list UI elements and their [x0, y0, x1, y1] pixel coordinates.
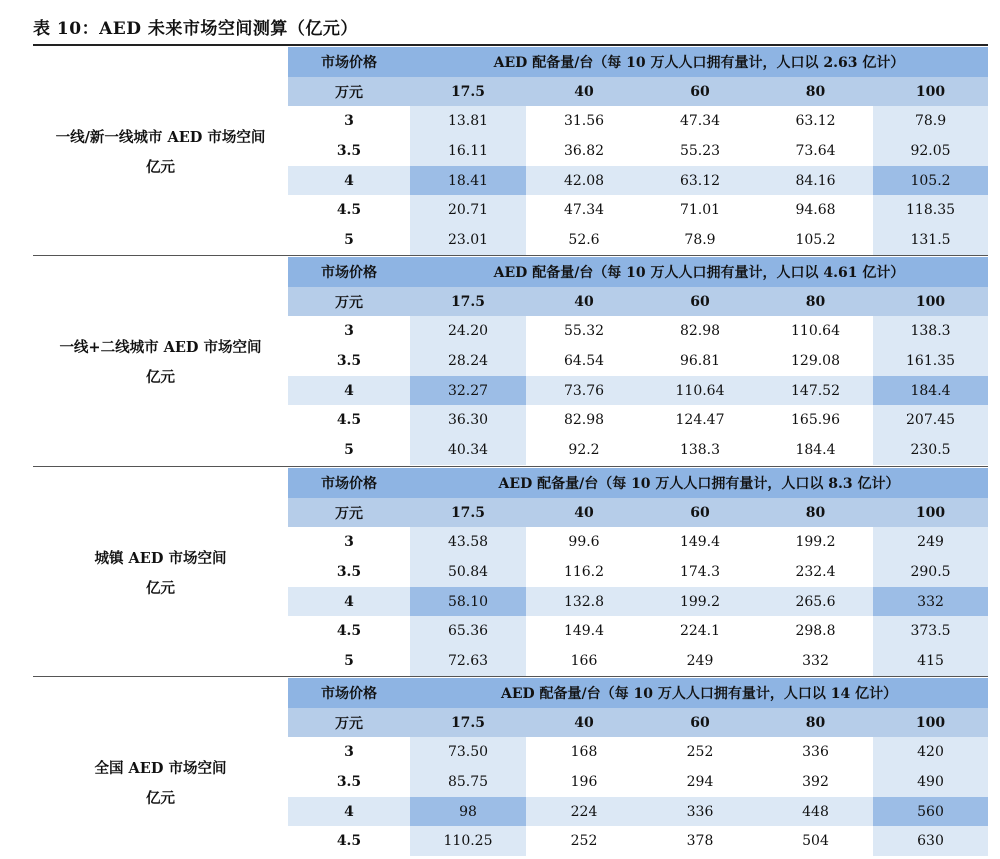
section-grid — [288, 468, 988, 676]
value-cell: 78.9 — [642, 225, 758, 255]
section-grid — [288, 257, 988, 465]
column-header: 40 — [526, 498, 642, 528]
value-cell: 73.76 — [526, 376, 642, 406]
price-cell: 5 — [288, 646, 410, 676]
value-cell: 110.64 — [642, 376, 758, 406]
section-label — [33, 123, 288, 183]
value-cell: 448 — [758, 797, 873, 827]
value-cell: 99.6 — [526, 527, 642, 557]
value-cell: 132.8 — [526, 587, 642, 617]
value-cell: 84.16 — [758, 166, 873, 196]
value-cell: 23.01 — [410, 225, 526, 255]
table-row — [288, 557, 988, 587]
table-row — [288, 737, 988, 767]
value-cell: 265.6 — [758, 587, 873, 617]
table-row — [288, 106, 988, 136]
column-header: 17.5 — [410, 77, 526, 107]
value-cell: 131.5 — [873, 225, 988, 255]
table-row — [288, 405, 988, 435]
price-cell: 3 — [288, 106, 410, 136]
value-cell: 96.81 — [642, 346, 758, 376]
value-cell: 63.12 — [642, 166, 758, 196]
value-cell: 110.64 — [758, 316, 873, 346]
value-cell: 392 — [758, 767, 873, 797]
value-cell: 63.12 — [758, 106, 873, 136]
value-cell: 224.1 — [642, 616, 758, 646]
section-unit-label: 亿元 — [146, 790, 175, 807]
value-cell: 199.2 — [642, 587, 758, 617]
value-cell: 124.47 — [642, 405, 758, 435]
table-row — [288, 797, 988, 827]
value-cell: 94.68 — [758, 195, 873, 225]
section-label — [33, 544, 288, 604]
value-cell: 224 — [526, 797, 642, 827]
value-cell: 92.05 — [873, 136, 988, 166]
price-cell: 3 — [288, 316, 410, 346]
value-cell: 18.41 — [410, 166, 526, 196]
table-row — [288, 646, 988, 676]
value-cell: 24.20 — [410, 316, 526, 346]
value-cell: 336 — [758, 737, 873, 767]
column-header: 40 — [526, 77, 642, 107]
value-cell: 105.2 — [758, 225, 873, 255]
value-cell: 31.56 — [526, 106, 642, 136]
column-header: 80 — [758, 498, 873, 528]
section-unit-label: 亿元 — [146, 369, 175, 386]
column-header: 60 — [642, 77, 758, 107]
value-cell: 98 — [410, 797, 526, 827]
section-grid — [288, 47, 988, 255]
column-header: 40 — [526, 708, 642, 738]
table-row — [288, 346, 988, 376]
value-cell: 168 — [526, 737, 642, 767]
price-cell: 3.5 — [288, 557, 410, 587]
value-cell: 207.45 — [873, 405, 988, 435]
column-header: 100 — [873, 708, 988, 738]
column-header: 17.5 — [410, 287, 526, 317]
column-header: 60 — [642, 287, 758, 317]
table-row — [288, 435, 988, 465]
header-price-label: 市场价格 — [288, 257, 410, 287]
value-cell: 20.71 — [410, 195, 526, 225]
price-cell: 5 — [288, 225, 410, 255]
value-cell: 52.6 — [526, 225, 642, 255]
value-cell: 85.75 — [410, 767, 526, 797]
column-header: 100 — [873, 77, 988, 107]
value-cell: 78.9 — [873, 106, 988, 136]
value-cell: 65.36 — [410, 616, 526, 646]
value-cell: 71.01 — [642, 195, 758, 225]
value-cell: 82.98 — [526, 405, 642, 435]
value-cell: 149.4 — [526, 616, 642, 646]
value-cell: 290.5 — [873, 557, 988, 587]
value-cell: 73.50 — [410, 737, 526, 767]
value-cell: 13.81 — [410, 106, 526, 136]
value-cell: 294 — [642, 767, 758, 797]
price-cell: 4.5 — [288, 405, 410, 435]
value-cell: 110.25 — [410, 826, 526, 856]
value-cell: 138.3 — [873, 316, 988, 346]
section-label-line: 全国 AED 市场空间 — [94, 760, 227, 777]
value-cell: 165.96 — [758, 405, 873, 435]
value-cell: 174.3 — [642, 557, 758, 587]
value-cell: 16.11 — [410, 136, 526, 166]
value-cell: 138.3 — [642, 435, 758, 465]
header-unit-label: 万元 — [288, 498, 410, 528]
table-row — [288, 166, 988, 196]
price-cell: 4 — [288, 797, 410, 827]
column-header: 60 — [642, 708, 758, 738]
price-cell: 3 — [288, 527, 410, 557]
section-rule-2 — [33, 466, 988, 467]
price-cell: 4 — [288, 166, 410, 196]
header-main-label: AED 配备量/台（每 10 万人人口拥有量计，人口以 4.61 亿计） — [410, 257, 988, 287]
price-cell: 4.5 — [288, 826, 410, 856]
value-cell: 32.27 — [410, 376, 526, 406]
column-header: 17.5 — [410, 708, 526, 738]
price-cell: 3.5 — [288, 346, 410, 376]
value-cell: 58.10 — [410, 587, 526, 617]
value-cell: 184.4 — [758, 435, 873, 465]
section-label — [33, 333, 288, 393]
value-cell: 166 — [526, 646, 642, 676]
table-row — [288, 136, 988, 166]
value-cell: 47.34 — [642, 106, 758, 136]
header-unit-label: 万元 — [288, 287, 410, 317]
table-title: 表 10：AED 未来市场空间测算（亿元） — [33, 19, 358, 39]
header-price-label: 市场价格 — [288, 678, 410, 708]
section-rule-3 — [33, 676, 988, 677]
value-cell: 64.54 — [526, 346, 642, 376]
value-cell: 55.23 — [642, 136, 758, 166]
value-cell: 82.98 — [642, 316, 758, 346]
value-cell: 42.08 — [526, 166, 642, 196]
value-cell: 249 — [873, 527, 988, 557]
value-cell: 161.35 — [873, 346, 988, 376]
price-cell: 3.5 — [288, 767, 410, 797]
table-row — [288, 316, 988, 346]
value-cell: 92.2 — [526, 435, 642, 465]
header-unit-label: 万元 — [288, 708, 410, 738]
value-cell: 332 — [873, 587, 988, 617]
value-cell: 336 — [642, 797, 758, 827]
price-cell: 5 — [288, 435, 410, 465]
column-header: 80 — [758, 77, 873, 107]
value-cell: 105.2 — [873, 166, 988, 196]
value-cell: 40.34 — [410, 435, 526, 465]
top-rule — [33, 44, 988, 46]
table-row — [288, 587, 988, 617]
value-cell: 36.82 — [526, 136, 642, 166]
value-cell: 184.4 — [873, 376, 988, 406]
value-cell: 196 — [526, 767, 642, 797]
section-label-line: 一线+二线城市 AED 市场空间 — [59, 339, 262, 356]
table-row — [288, 527, 988, 557]
value-cell: 147.52 — [758, 376, 873, 406]
price-cell: 3.5 — [288, 136, 410, 166]
table-row — [288, 376, 988, 406]
value-cell: 149.4 — [642, 527, 758, 557]
value-cell: 116.2 — [526, 557, 642, 587]
header-price-label: 市场价格 — [288, 47, 410, 77]
value-cell: 43.58 — [410, 527, 526, 557]
price-cell: 4 — [288, 376, 410, 406]
section-unit-label: 亿元 — [146, 159, 175, 176]
column-header: 60 — [642, 498, 758, 528]
header-main-label: AED 配备量/台（每 10 万人人口拥有量计，人口以 8.3 亿计） — [410, 468, 988, 498]
value-cell: 230.5 — [873, 435, 988, 465]
value-cell: 36.30 — [410, 405, 526, 435]
value-cell: 252 — [526, 826, 642, 856]
price-cell: 4.5 — [288, 616, 410, 646]
column-header: 80 — [758, 287, 873, 317]
price-cell: 4 — [288, 587, 410, 617]
value-cell: 47.34 — [526, 195, 642, 225]
table-row — [288, 616, 988, 646]
value-cell: 490 — [873, 767, 988, 797]
section-rule-1 — [33, 255, 988, 256]
section-label — [33, 754, 288, 814]
column-header: 40 — [526, 287, 642, 317]
column-header: 80 — [758, 708, 873, 738]
value-cell: 199.2 — [758, 527, 873, 557]
value-cell: 252 — [642, 737, 758, 767]
table-row — [288, 225, 988, 255]
price-cell: 4.5 — [288, 195, 410, 225]
price-cell: 3 — [288, 737, 410, 767]
value-cell: 118.35 — [873, 195, 988, 225]
header-main-label: AED 配备量/台（每 10 万人人口拥有量计，人口以 2.63 亿计） — [410, 47, 988, 77]
value-cell: 504 — [758, 826, 873, 856]
value-cell: 232.4 — [758, 557, 873, 587]
value-cell: 378 — [642, 826, 758, 856]
column-header: 17.5 — [410, 498, 526, 528]
value-cell: 420 — [873, 737, 988, 767]
value-cell: 50.84 — [410, 557, 526, 587]
column-header: 100 — [873, 498, 988, 528]
value-cell: 332 — [758, 646, 873, 676]
section-unit-label: 亿元 — [146, 580, 175, 597]
value-cell: 560 — [873, 797, 988, 827]
value-cell: 55.32 — [526, 316, 642, 346]
header-price-label: 市场价格 — [288, 468, 410, 498]
table-row — [288, 826, 988, 856]
value-cell: 373.5 — [873, 616, 988, 646]
value-cell: 72.63 — [410, 646, 526, 676]
value-cell: 73.64 — [758, 136, 873, 166]
header-main-label: AED 配备量/台（每 10 万人人口拥有量计，人口以 14 亿计） — [410, 678, 988, 708]
section-grid — [288, 678, 988, 856]
table-row — [288, 767, 988, 797]
value-cell: 298.8 — [758, 616, 873, 646]
value-cell: 129.08 — [758, 346, 873, 376]
section-label-line: 一线/新一线城市 AED 市场空间 — [55, 129, 266, 146]
section-label-line: 城镇 AED 市场空间 — [94, 550, 227, 567]
table-row — [288, 195, 988, 225]
column-header: 100 — [873, 287, 988, 317]
value-cell: 415 — [873, 646, 988, 676]
value-cell: 630 — [873, 826, 988, 856]
value-cell: 28.24 — [410, 346, 526, 376]
header-unit-label: 万元 — [288, 77, 410, 107]
value-cell: 249 — [642, 646, 758, 676]
